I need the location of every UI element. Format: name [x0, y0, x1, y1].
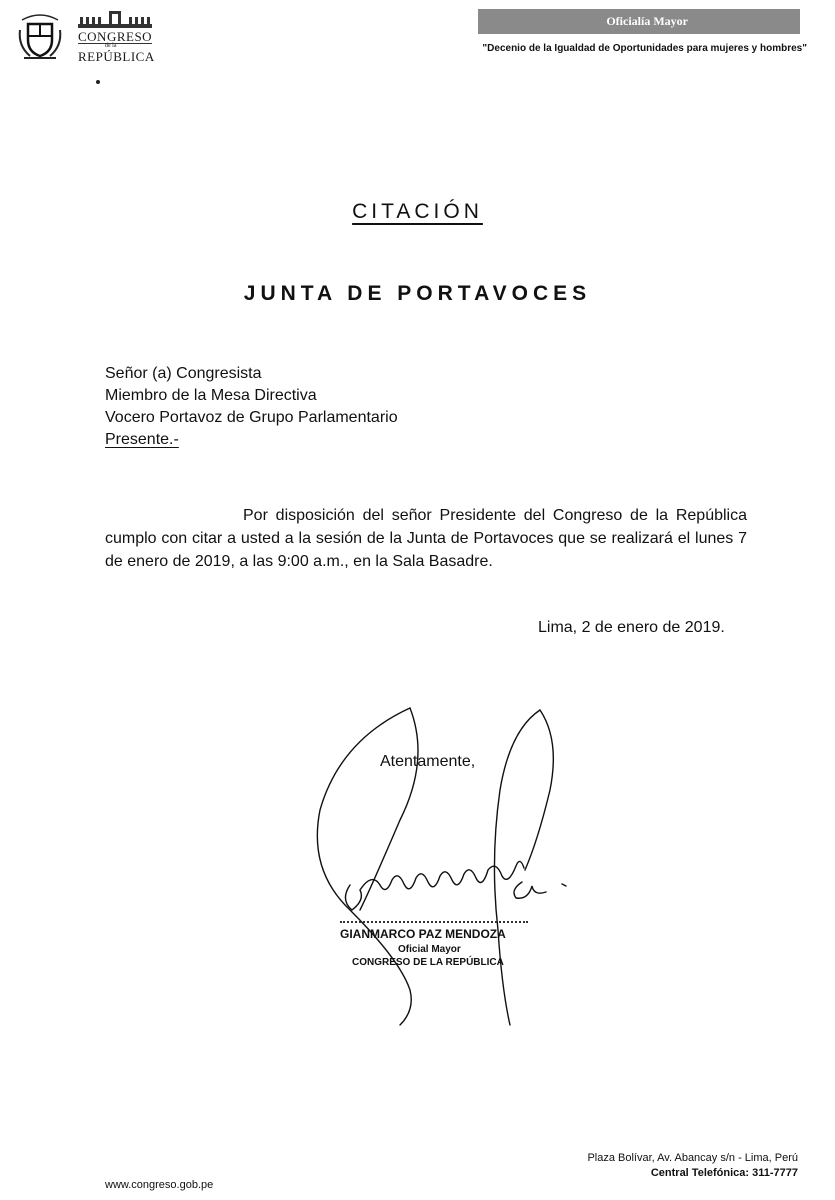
body-paragraph: Por disposición del señor Presidente del Congreso de la República cumplo con citar a usted a la sesión de la Junta de Portavoces que se realizará el lunes 7 de enero de 2019, a las 9:00 a.m., en la Sala Basadre. — [105, 507, 747, 570]
addressee-block — [105, 363, 398, 451]
decade-motto: "Decenio de la Igualdad de Oportunidades para mujeres y hombres" — [482, 43, 807, 54]
logo-divider — [78, 43, 152, 44]
logo-line-congreso: CONGRESO — [78, 29, 153, 44]
document-title: CITACIÓN — [352, 200, 483, 223]
closing-text: Atentamente, — [380, 753, 476, 770]
logo-line-de-la: de la — [105, 43, 117, 49]
office-band: Oficialía Mayor — [478, 9, 800, 34]
presente-line: Presente.- — [105, 431, 179, 448]
addressee-line: Señor (a) Congresista — [105, 365, 262, 382]
signature-dotted-line — [340, 921, 528, 923]
footer-website: www.congreso.gob.pe — [105, 1179, 214, 1191]
addressee-line: Miembro de la Mesa Directiva — [105, 387, 317, 404]
footer-phone: Central Telefónica: 311-7777 — [650, 1167, 798, 1179]
signatory-title: Oficial Mayor — [398, 944, 461, 955]
document-date: Lima, 2 de enero de 2019. — [538, 619, 725, 636]
bullet-mark — [96, 80, 100, 84]
addressee-line: Vocero Portavoz de Grupo Parlamentario — [105, 409, 398, 426]
congress-building-icon — [76, 8, 154, 30]
signatory-organization: CONGRESO DE LA REPÚBLICA — [352, 957, 504, 968]
footer-address: Plaza Bolívar, Av. Abancay s/n - Lima, Perú — [587, 1152, 798, 1164]
document-subtitle: JUNTA DE PORTAVOCES — [243, 282, 592, 305]
logo-line-republica: REPÚBLICA — [78, 49, 155, 64]
footer-address-block — [548, 1151, 798, 1181]
coat-of-arms-icon — [14, 10, 66, 62]
signatory-name: GIANMARCO PAZ MENDOZA — [340, 927, 506, 941]
handwritten-signature — [310, 700, 580, 1030]
